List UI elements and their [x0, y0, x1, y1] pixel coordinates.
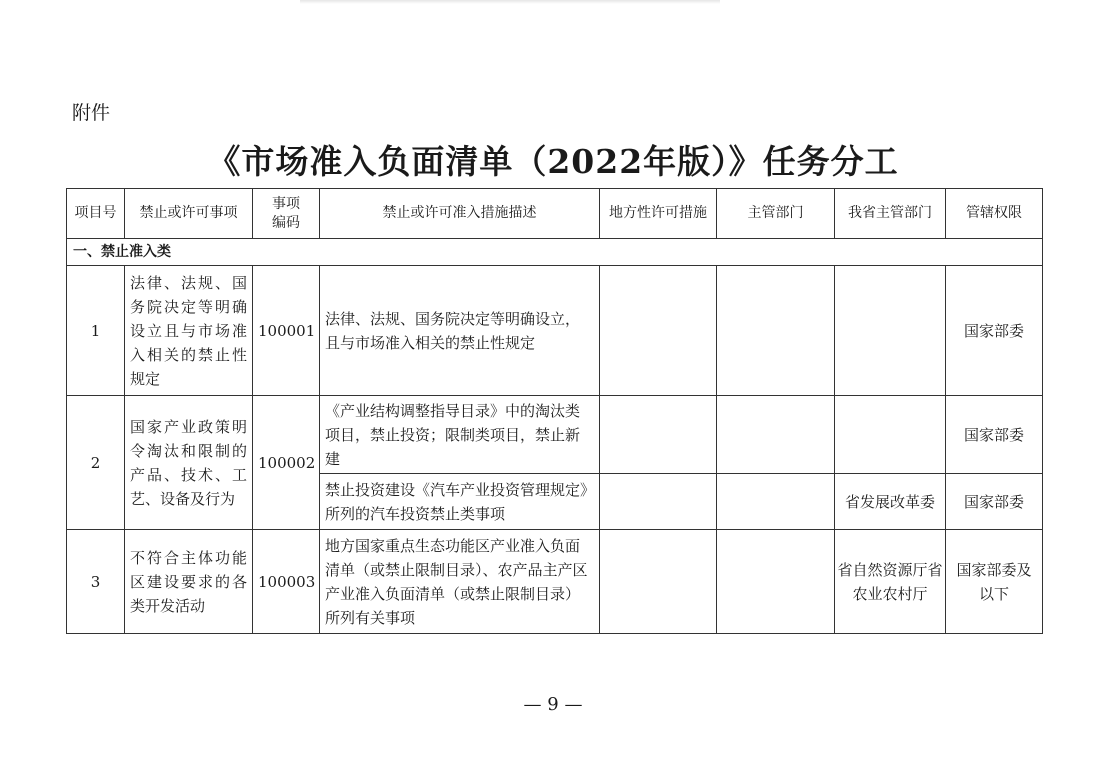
row-number: 3	[67, 530, 125, 634]
row-item: 法律、法规、国务院决定等明确设立且与市场准入相关的禁止性规定	[125, 266, 253, 396]
row-item: 不符合主体功能区建设要求的各类开发活动	[125, 530, 253, 634]
row-jurisdiction: 国家部委	[946, 396, 1043, 474]
section-title: 一、禁止准入类	[67, 239, 1043, 266]
row-measure: 《产业结构调整指导目录》中的淘汰类项目，禁止投资；限制类项目，禁止新建	[320, 396, 600, 474]
row-local	[600, 474, 717, 530]
header-jurisdiction: 管辖权限	[946, 189, 1043, 239]
row-code: 100003	[253, 530, 320, 634]
row-local	[600, 266, 717, 396]
row-measure: 禁止投资建设《汽车产业投资管理规定》所列的汽车投资禁止类事项	[320, 474, 600, 530]
row-dept	[717, 266, 835, 396]
header-local: 地方性许可措施	[600, 189, 717, 239]
scan-fold-line	[300, 0, 720, 4]
row-prov-dept: 省发展改革委	[835, 474, 946, 530]
row-local	[600, 530, 717, 634]
row-number: 2	[67, 396, 125, 530]
row-code: 100001	[253, 266, 320, 396]
row-local	[600, 396, 717, 474]
row-jurisdiction: 国家部委	[946, 266, 1043, 396]
row-item: 国家产业政策明令淘汰和限制的产品、技术、工艺、设备及行为	[125, 396, 253, 530]
header-measure: 禁止或许可准入措施描述	[320, 189, 600, 239]
section-row	[67, 239, 1043, 266]
table-row	[67, 396, 1043, 474]
header-item: 禁止或许可事项	[125, 189, 253, 239]
row-dept	[717, 530, 835, 634]
row-prov-dept: 省自然资源厅省农业农村厅	[835, 530, 946, 634]
header-prov-dept: 我省主管部门	[835, 189, 946, 239]
task-table	[66, 188, 1043, 634]
row-prov-dept	[835, 266, 946, 396]
row-jurisdiction: 国家部委	[946, 474, 1043, 530]
header-dept: 主管部门	[717, 189, 835, 239]
row-prov-dept	[835, 396, 946, 474]
header-item-no: 项目号	[67, 189, 125, 239]
row-jurisdiction: 国家部委及以下	[946, 530, 1043, 634]
header-row	[67, 189, 1043, 239]
row-dept	[717, 396, 835, 474]
header-code: 事项编码	[253, 189, 320, 239]
row-measure: 法律、法规、国务院决定等明确设立，且与市场准入相关的禁止性规定	[320, 266, 600, 396]
document-title: 《市场准入负面清单（2022年版）》任务分工	[207, 142, 899, 181]
row-code: 100002	[253, 396, 320, 530]
row-number: 1	[67, 266, 125, 396]
row-measure: 地方国家重点生态功能区产业准入负面清单（或禁止限制目录）、农产品主产区产业准入负面清单（或禁止限制目录）所列有关事项	[320, 530, 600, 634]
row-dept	[717, 474, 835, 530]
table-row	[67, 530, 1043, 634]
attachment-label: 附件	[72, 102, 111, 124]
table-row	[67, 266, 1043, 396]
page-number: — 9 —	[523, 694, 583, 715]
